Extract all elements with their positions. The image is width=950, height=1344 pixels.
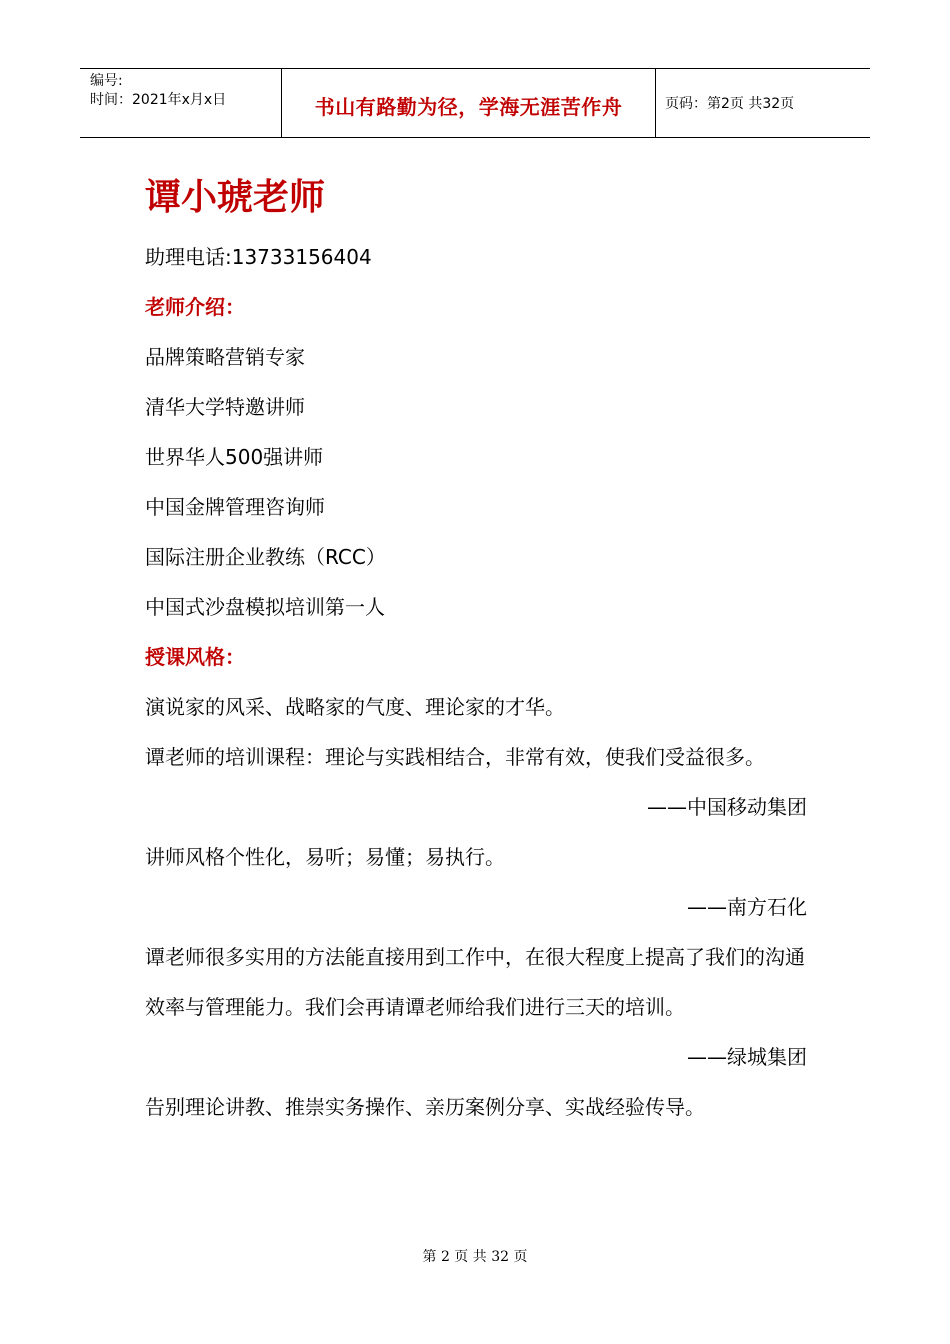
testimonial-quote: 讲师风格个性化，易听；易懂；易执行。	[145, 845, 505, 869]
intro-item: 中国金牌管理咨询师	[145, 495, 325, 519]
assistant-phone: 助理电话:13733156404	[145, 245, 372, 269]
closing-line: 告别理论讲教、推崇实务操作、亲历案例分享、实战经验传导。	[145, 1095, 705, 1119]
document-title: 谭小琥老师	[145, 177, 326, 218]
intro-item: 清华大学特邀讲师	[145, 395, 305, 419]
style-heading: 授课风格：	[145, 645, 245, 669]
page-header	[80, 68, 870, 138]
document-number-label: 编号:	[90, 73, 123, 89]
intro-item: 国际注册企业教练（RCC）	[145, 545, 386, 569]
testimonial-quote: 谭老师很多实用的方法能直接用到工作中，在很大程度上提高了我们的沟通效率与管理能力。我们会再请谭老师给我们进行三天的培训。	[145, 945, 805, 1019]
intro-heading: 老师介绍：	[145, 295, 245, 319]
testimonial-source: ——中国移动集团	[647, 795, 807, 819]
style-line: 演说家的风采、战略家的气度、理论家的才华。	[145, 695, 565, 719]
header-motto: 书山有路勤为径，学海无涯苦作舟	[314, 95, 623, 119]
testimonial-quote: 谭老师的培训课程：理论与实践相结合，非常有效，使我们受益很多。	[145, 745, 765, 769]
intro-item: 世界华人500强讲师	[145, 445, 324, 469]
testimonial-source: ——南方石化	[687, 895, 807, 919]
header-page-info: 页码：第2页 共32页	[665, 96, 795, 112]
document-body	[145, 170, 807, 1132]
page-footer: 第 2 页 共 32 页	[422, 1249, 528, 1265]
intro-item: 品牌策略营销专家	[145, 345, 305, 369]
intro-item: 中国式沙盘模拟培训第一人	[145, 595, 385, 619]
header-meta-cell	[80, 69, 281, 137]
testimonial-source: ——绿城集团	[687, 1045, 807, 1069]
header-page-cell	[655, 69, 870, 137]
document-time-label: 时间：2021年x月x日	[90, 92, 227, 108]
header-motto-cell	[281, 69, 656, 137]
